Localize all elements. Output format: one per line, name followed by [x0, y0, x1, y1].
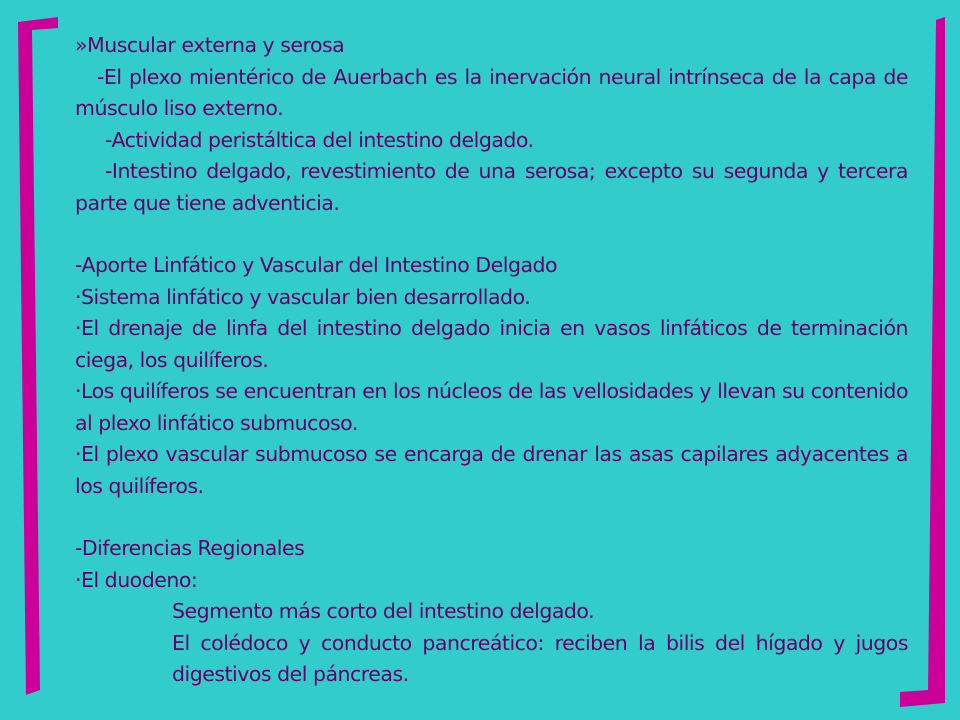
spacer — [75, 219, 908, 250]
section3-bullet-1: ·El duodeno: — [75, 567, 198, 592]
section1-paragraph-2: -Actividad peristáltica del intestino delgado. — [105, 127, 534, 152]
section2-bullet-1: ·Sistema linfático y vascular bien desarrollado. — [75, 284, 531, 309]
section2-heading: -Aporte Linfático y Vascular del Intestino Delgado — [75, 253, 558, 277]
section1-paragraph-1: -El plexo mientérico de Auerbach es la inervación neural intrínseca de la capa de músculo liso externo. — [75, 64, 908, 120]
slide-body — [75, 30, 908, 691]
section1-heading: »Muscular externa y serosa — [75, 33, 345, 57]
spacer — [75, 502, 908, 533]
left-bracket-shape — [18, 17, 58, 695]
section1-paragraph-3: -Intestino delgado, revestimiento de una serosa; excepto su segunda y tercera parte que tiene adventicia. — [75, 159, 908, 215]
section2-bullet-2: ·El drenaje de linfa del intestino delgado inicia en vasos linfáticos de terminación ciega, los quilíferos. — [75, 316, 908, 372]
section3-sub-item-1: Segmento más corto del intestino delgado. — [172, 599, 595, 623]
section3-sub-item-2: El colédoco y conducto pancreático: reciben la bilis del hígado y jugos digestivos del páncreas. — [172, 630, 908, 686]
section3-heading: -Diferencias Regionales — [75, 536, 305, 560]
section2-bullet-3: ·Los quilíferos se encuentran en los núcleos de las vellosidades y llevan su contenido al plexo linfático submucoso. — [75, 379, 908, 435]
section2-bullet-4: ·El plexo vascular submucoso se encarga de drenar las asas capilares adyacentes a los quilíferos. — [75, 442, 908, 498]
